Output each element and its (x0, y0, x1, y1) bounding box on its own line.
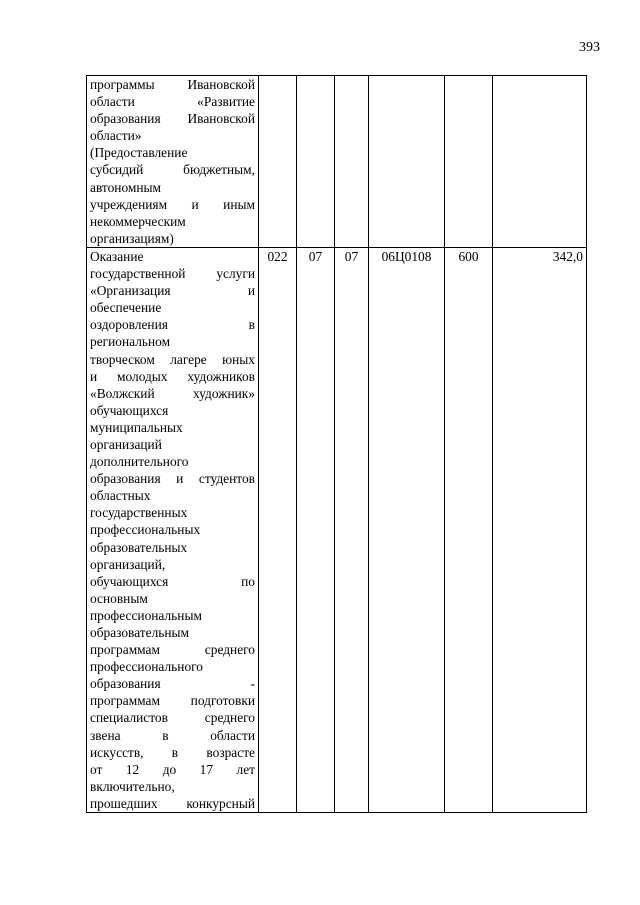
row-name-line: профессионального (90, 659, 203, 675)
row-name-line: учреждениям и иным (90, 196, 255, 212)
row-name-line: основным (90, 590, 148, 606)
grbs-cell: 022 (259, 247, 297, 812)
row-name-line: автономным (90, 179, 162, 195)
expense-type-cell (445, 76, 493, 248)
row-name-line: (Предоставление (90, 145, 188, 161)
section-cell: 07 (297, 247, 335, 812)
row-name-line: областных (90, 488, 151, 504)
row-name-line: Оказание (90, 248, 144, 264)
row-name-line: «Волжский художник» (90, 385, 255, 401)
row-name-line: оздоровления в (90, 317, 255, 333)
budget-table-body (87, 76, 587, 813)
table-row (87, 76, 587, 248)
amount-cell: 342,0 (493, 247, 587, 812)
row-name-line: муниципальных (90, 419, 183, 435)
row-name-line: области «Развитие (90, 94, 255, 110)
row-name-cell (87, 76, 259, 248)
expense-type-cell: 600 (445, 247, 493, 812)
row-name-line: включительно, (90, 778, 175, 794)
row-name-line: профессиональных (90, 522, 201, 538)
table-row (87, 247, 587, 812)
row-name-line: дополнительного (90, 454, 189, 470)
row-name-line: образования Ивановской (90, 111, 255, 127)
row-name-line: «Организация и (90, 283, 255, 299)
target-article-cell: 06Ц0108 (369, 247, 445, 812)
row-name-line: организаций (90, 436, 162, 452)
row-name-line: обеспечение (90, 300, 162, 316)
amount-cell (493, 76, 587, 248)
row-name-line: государственной услуги (90, 266, 255, 282)
row-name-line: государственных (90, 505, 188, 521)
row-name-line: программам среднего (90, 642, 255, 658)
row-name-line: от 12 до 17 лет (90, 761, 255, 777)
row-name-cell (87, 247, 259, 812)
page-number: 393 (579, 40, 600, 55)
subsection-cell: 07 (335, 247, 369, 812)
row-name-line: организациям) (90, 230, 174, 246)
row-name-line: образования - (90, 676, 255, 692)
row-name-line: программам подготовки (90, 693, 255, 709)
row-name-line: образовательным (90, 625, 190, 640)
row-name-line: прошедших конкурсный (90, 795, 255, 811)
row-name-line: субсидий бюджетным, (90, 162, 255, 178)
row-name-line: некоммерческим (90, 213, 186, 229)
row-name-line: программы Ивановской (90, 77, 255, 92)
subsection-cell (335, 76, 369, 248)
budget-table (86, 75, 587, 813)
row-name-line: творческом лагере юных (90, 351, 255, 367)
section-cell (297, 76, 335, 248)
row-name-line: области» (90, 128, 142, 144)
row-name-line: искусств, в возрасте (90, 744, 255, 760)
row-name-line: образовательных (90, 539, 188, 555)
row-name-line: образования и студентов (90, 471, 255, 487)
row-name-line: обучающихся по (90, 573, 255, 589)
grbs-cell (259, 76, 297, 248)
row-name-line: региональном (90, 334, 171, 350)
row-name-line: звена в области (90, 727, 255, 743)
row-name-line: обучающихся (90, 402, 169, 418)
row-name-line: и молодых художников (90, 368, 255, 384)
target-article-cell (369, 76, 445, 248)
row-name-line: профессиональным (90, 607, 202, 623)
row-name-line: организаций, (90, 556, 166, 572)
row-name-line: специалистов среднего (90, 710, 255, 726)
